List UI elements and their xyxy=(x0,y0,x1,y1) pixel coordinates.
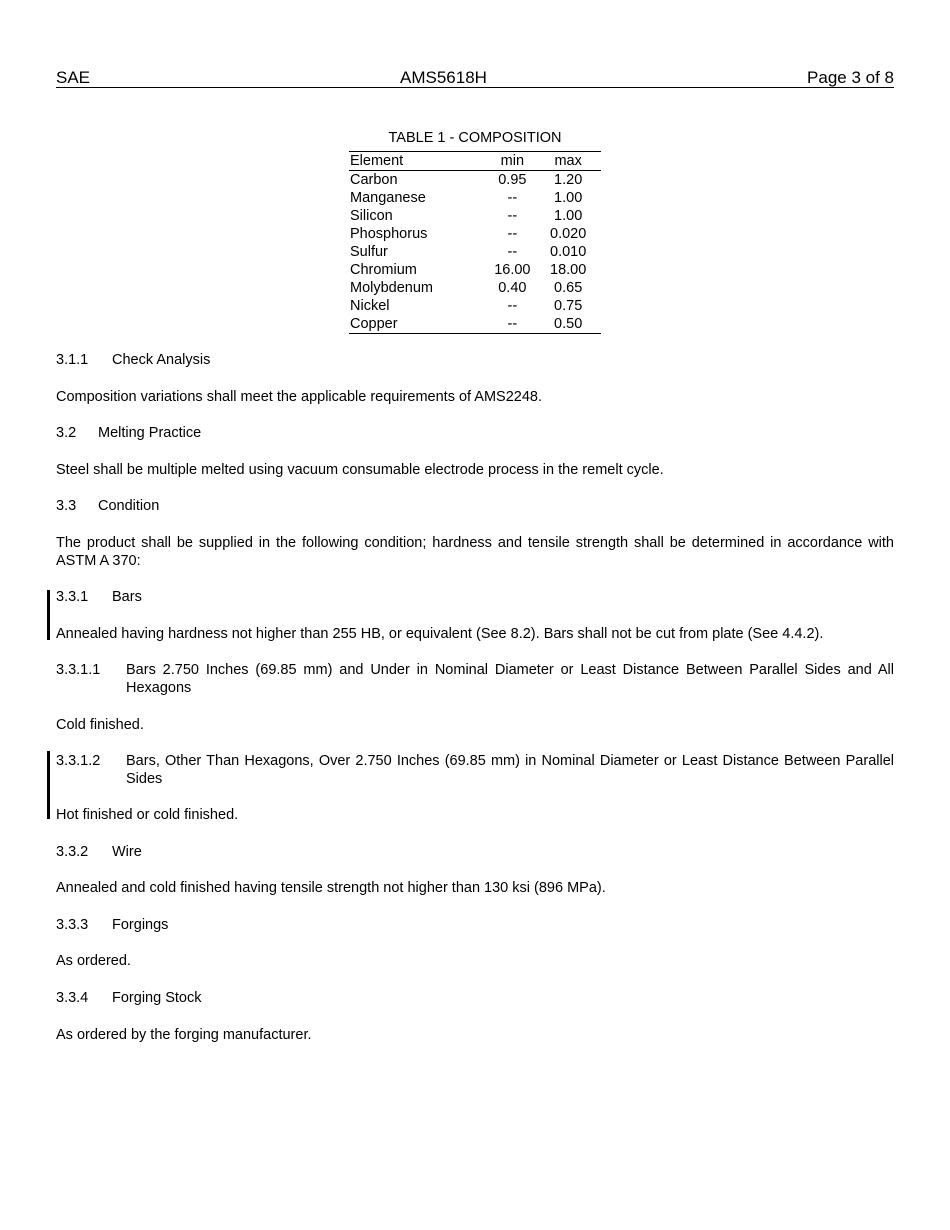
cell-element: Chromium xyxy=(350,262,417,278)
table-row xyxy=(349,279,601,297)
table-row xyxy=(349,297,601,315)
section-heading-3-2 xyxy=(56,424,894,442)
header-page-number: Page 3 of 8 xyxy=(807,68,894,87)
column-header-max: max xyxy=(554,153,582,169)
section-title: Bars xyxy=(112,589,142,605)
section-number: 3.3.3 xyxy=(56,917,89,933)
cell-min: -- xyxy=(507,208,518,224)
cell-element: Phosphorus xyxy=(350,226,428,242)
section-heading-3-3-1-1 xyxy=(56,661,894,697)
header-org: SAE xyxy=(56,68,91,87)
section-title: Check Analysis xyxy=(112,352,211,368)
cell-element: Molybdenum xyxy=(350,280,434,296)
section-title: Wire xyxy=(112,844,142,860)
section-number: 3.3.1.1 xyxy=(56,662,101,678)
section-body-3-3-4: As ordered by the forging manufacturer. xyxy=(56,1027,312,1043)
section-body-3-3-1-2: Hot finished or cold finished. xyxy=(56,807,239,823)
composition-table xyxy=(349,129,601,334)
section-number: 3.3.4 xyxy=(56,990,89,1006)
section-body-3-3-1: Annealed having hardness not higher than 255 HB, or equivalent (See 8.2). Bars shall not be cut from plate (See 4.4.2). xyxy=(56,626,824,642)
table-row xyxy=(349,225,601,243)
section-title: Bars 2.750 Inches (69.85 mm) and Under in Nominal Diameter or Least Distance Between Parallel Sides and All Hexagons xyxy=(126,662,894,696)
cell-min: -- xyxy=(507,226,518,242)
section-heading-3-3 xyxy=(56,497,894,515)
section-heading-3-3-3 xyxy=(56,916,894,934)
section-title: Forging Stock xyxy=(112,990,202,1006)
table-row xyxy=(349,171,601,190)
table-row xyxy=(349,261,601,279)
cell-element: Copper xyxy=(350,316,398,332)
cell-element: Nickel xyxy=(350,298,390,314)
cell-max: 18.00 xyxy=(550,262,587,278)
table-row xyxy=(349,315,601,334)
section-title: Forgings xyxy=(112,917,169,933)
section-heading-3-3-2 xyxy=(56,843,894,861)
section-number: 3.1.1 xyxy=(56,352,89,368)
cell-min: -- xyxy=(507,316,518,332)
cell-min: 16.00 xyxy=(494,262,531,278)
cell-max: 0.75 xyxy=(554,298,583,314)
section-title: Bars, Other Than Hexagons, Over 2.750 Inches (69.85 mm) in Nominal Diameter or Least Distance Between Parallel Sides xyxy=(126,753,894,787)
section-body-3-3: The product shall be supplied in the following condition; hardness and tensile strength shall be determined in accordance with ASTM A 370: xyxy=(56,535,894,569)
table-row xyxy=(349,207,601,225)
section-number: 3.3.2 xyxy=(56,844,89,860)
cell-element: Sulfur xyxy=(350,244,388,260)
section-body-3-3-1-1: Cold finished. xyxy=(56,717,144,733)
column-header-min: min xyxy=(500,153,525,169)
cell-min: -- xyxy=(507,298,518,314)
cell-min: 0.95 xyxy=(498,172,527,188)
cell-max: 0.50 xyxy=(554,316,583,332)
cell-max: 1.00 xyxy=(554,190,583,206)
section-body-3-3-2: Annealed and cold finished having tensile strength not higher than 130 ksi (896 MPa). xyxy=(56,880,606,896)
cell-max: 0.020 xyxy=(550,226,587,242)
table-row xyxy=(349,243,601,261)
column-header-element: Element xyxy=(350,153,404,169)
revision-bar xyxy=(47,751,50,819)
revision-bar xyxy=(47,590,50,640)
cell-min: -- xyxy=(507,244,518,260)
cell-element: Silicon xyxy=(350,208,393,224)
section-title: Condition xyxy=(98,498,160,514)
table-header-row xyxy=(349,152,601,171)
composition-grid xyxy=(349,151,601,334)
cell-max: 0.010 xyxy=(550,244,587,260)
section-number: 3.3.1 xyxy=(56,589,89,605)
cell-element: Manganese xyxy=(350,190,426,206)
cell-min: 0.40 xyxy=(498,280,527,296)
section-body-3-2: Steel shall be multiple melted using vacuum consumable electrode process in the remelt cycle. xyxy=(56,462,664,478)
section-title: Melting Practice xyxy=(98,425,202,441)
section-number: 3.2 xyxy=(56,425,77,441)
section-heading-3-1-1 xyxy=(56,351,894,369)
cell-max: 1.00 xyxy=(554,208,583,224)
section-number: 3.3 xyxy=(56,498,77,514)
page-header xyxy=(56,67,894,88)
section-heading-3-3-1 xyxy=(56,588,894,606)
cell-max: 0.65 xyxy=(554,280,583,296)
section-heading-3-3-4 xyxy=(56,989,894,1007)
section-heading-3-3-1-2 xyxy=(56,752,894,788)
table-title: TABLE 1 - COMPOSITION xyxy=(388,130,562,146)
header-doc-number: AMS5618H xyxy=(400,68,487,87)
section-number: 3.3.1.2 xyxy=(56,753,101,769)
cell-max: 1.20 xyxy=(554,172,583,188)
section-body-3-3-3: As ordered. xyxy=(56,953,131,969)
cell-min: -- xyxy=(507,190,518,206)
table-row xyxy=(349,189,601,207)
section-body-3-1-1: Composition variations shall meet the applicable requirements of AMS2248. xyxy=(56,389,543,405)
cell-element: Carbon xyxy=(350,172,398,188)
